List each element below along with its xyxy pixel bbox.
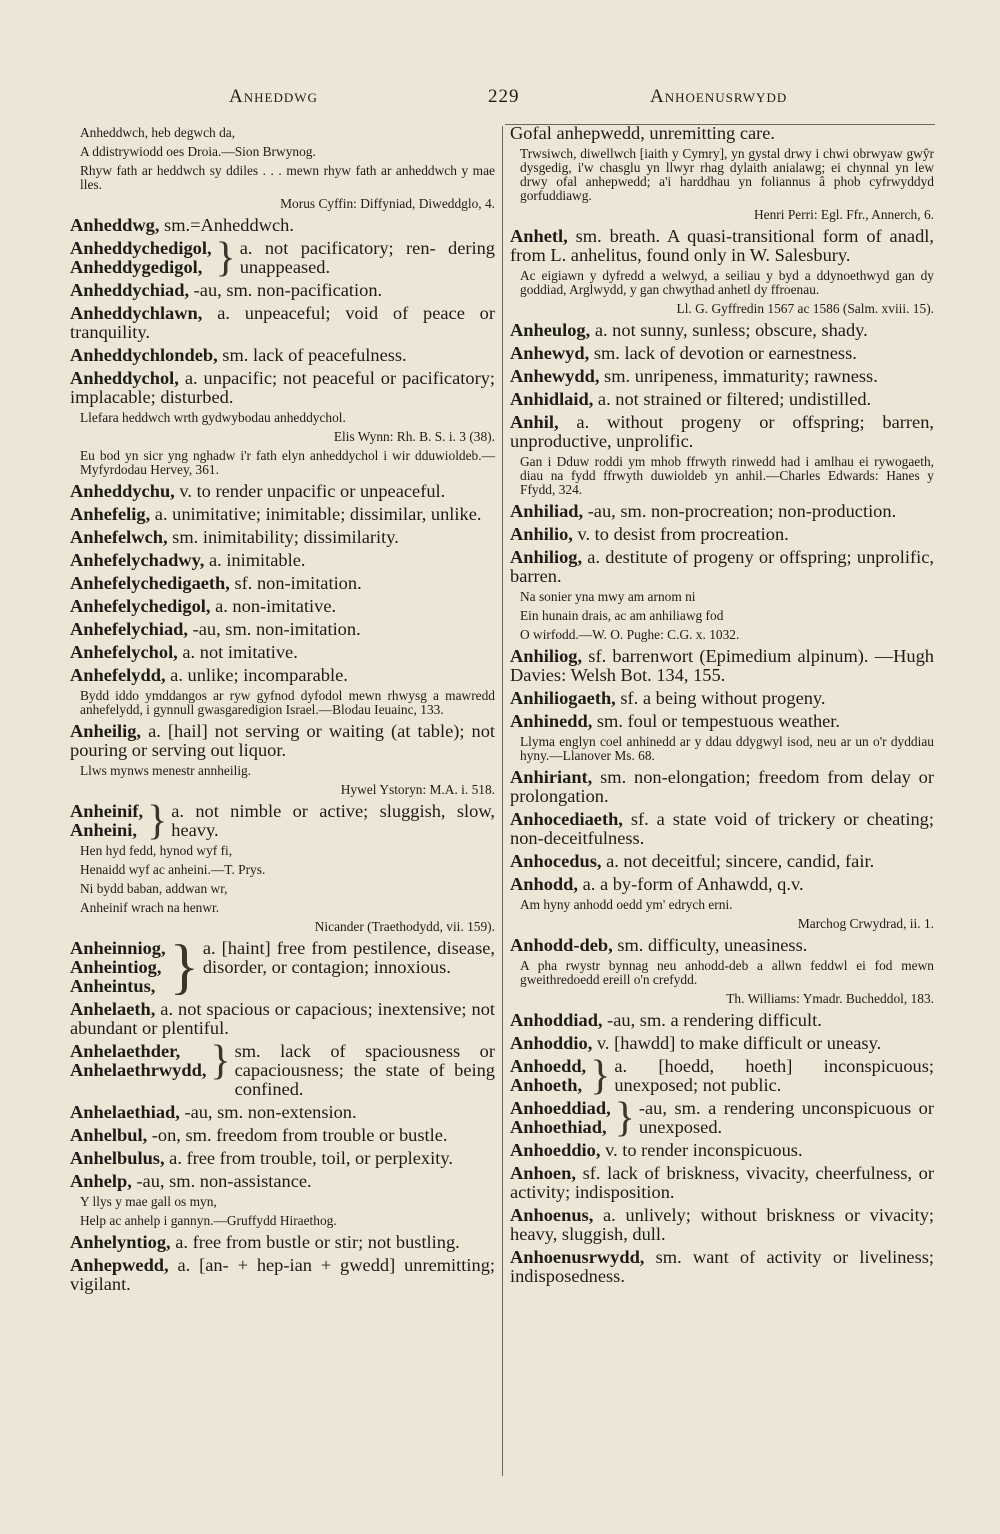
dictionary-entry xyxy=(510,1011,934,1030)
dictionary-entry xyxy=(510,647,934,685)
headword: Anheini, xyxy=(70,820,137,840)
dictionary-entry xyxy=(510,321,934,340)
headword: Anheddychiad, xyxy=(70,280,194,300)
headword: Anhelaeth, xyxy=(70,999,161,1019)
dictionary-entry xyxy=(510,367,934,386)
headword: Anhetl, xyxy=(510,226,576,246)
definition: a. not spacious or capacious; inextensive; not abundant or plentiful. xyxy=(70,999,495,1038)
headword: Anhewydd, xyxy=(510,366,605,386)
quotation: Anheinif wrach na henwr. xyxy=(80,900,220,915)
dictionary-entry xyxy=(510,227,934,265)
headword: Anhiliog, xyxy=(510,547,588,567)
dictionary-entry xyxy=(510,1248,934,1286)
headword: Anhoeddiad, xyxy=(510,1098,611,1118)
citation-source: Hywel Ystoryn: M.A. i. 518. xyxy=(340,782,495,797)
dictionary-entry xyxy=(510,768,934,806)
left-column xyxy=(70,124,495,1298)
dictionary-entry xyxy=(510,1034,934,1053)
dictionary-entry xyxy=(70,551,495,570)
brace-glyph: } xyxy=(147,798,168,844)
headword: Anheinif, xyxy=(70,801,144,821)
headword: Anhefelwch, xyxy=(70,527,173,547)
headword: Anhodd-deb, xyxy=(510,935,618,955)
headword: Anheddychu, xyxy=(70,481,180,501)
dictionary-entry xyxy=(70,1233,495,1252)
definition: a. [an- + hep-ian + gwedd] unremitting; vigilant. xyxy=(70,1255,495,1294)
definition: v. to desist from procreation. xyxy=(577,524,789,544)
dictionary-entry xyxy=(70,1172,495,1191)
headword: Anhelp, xyxy=(70,1171,137,1191)
headword: Anhil, xyxy=(510,412,577,432)
dictionary-entry xyxy=(70,482,495,501)
definition: -au, sm. a rendering difficult. xyxy=(607,1010,822,1030)
definition: a. not nimble or active; sluggish, slow, heavy. xyxy=(171,801,495,840)
dictionary-entry xyxy=(70,1103,495,1122)
headword: Anhoeddio, xyxy=(510,1140,606,1160)
headword: Anhoen, xyxy=(510,1163,583,1183)
headword: Anhocedus, xyxy=(510,851,607,871)
quotation: Llyma englyn coel anhinedd ar y ddau ddygwyl isod, neu ar un o'r dyddiau hyny.—Llanover Ms. 68. xyxy=(520,734,934,763)
quotation: Llws mynws menestr annheilig. xyxy=(80,763,252,778)
headword: Anhefelychiad, xyxy=(70,619,193,639)
headword: Anhefelydd, xyxy=(70,665,171,685)
headword: Anhoeth, xyxy=(510,1075,583,1095)
dictionary-entry xyxy=(510,936,934,955)
headword: Anheddychlondeb, xyxy=(70,345,223,365)
headword: Anhoethiad, xyxy=(510,1117,607,1137)
brace-glyph: } xyxy=(169,934,199,1001)
definition: -au, sm. non-procreation; non-production. xyxy=(587,501,897,521)
definition: sm. lack of devotion or earnestness. xyxy=(593,343,857,363)
definition: sf. non-imitation. xyxy=(234,573,362,593)
headword: Anheulog, xyxy=(510,320,595,340)
column-divider xyxy=(502,126,503,1476)
headword: Anhefelychol, xyxy=(70,642,183,662)
dictionary-entry xyxy=(510,390,934,409)
dictionary-entry xyxy=(70,505,495,524)
quotation: Ein hunain drais, ac am anhiliawg fod xyxy=(520,608,724,623)
quotation: Trwsiwch, diwellwch [iaith y Cymry], yn gystal drwy i chwi obrwyaw gwŷr dysgedig, i'w chasglu yn llwyr rhag dylaith anialawg; ei chynnal yn lew drwy ofal anhepwedd; a'i harddhau yn foliannus â phob cyfrwyddyd gorfuddiawg. xyxy=(520,146,934,203)
definition: sm. difficulty, uneasiness. xyxy=(617,935,808,955)
headword: Anheddwg, xyxy=(70,215,165,235)
dictionary-entry xyxy=(70,346,495,365)
headword: Anhepwedd, xyxy=(70,1255,178,1275)
quotation: Ac eigiawn y dyfredd a welwyd, a seiliau y byd a ddynoethwyd gan dy goddiad, Arglwydd, y gan chwythad anhetl dy ffroenau. xyxy=(520,268,934,297)
grouped-entry xyxy=(510,1053,934,1099)
definition: sm. breath. A quasi-transitional form of anadl, from L. anhelitus, found only in W. Salesbury. xyxy=(510,226,934,265)
quotation: Llefara heddwch wrth gydwybodau anheddychol. xyxy=(80,410,346,425)
definition: a. without progeny or offspring; barren, unproductive, unprolific. xyxy=(510,412,934,451)
brace-glyph: } xyxy=(590,1053,611,1099)
definition: sm.=Anheddwch. xyxy=(164,215,294,235)
headword: Anhelaethrwydd, xyxy=(70,1060,207,1080)
headword: Anhelaethiad, xyxy=(70,1102,185,1122)
citation-source: Ll. G. Gyffredin 1567 ac 1586 (Salm. xviii. 15). xyxy=(676,301,934,316)
headword: Anhelyntiog, xyxy=(70,1232,176,1252)
definition: v. [hawdd] to make difficult or uneasy. xyxy=(596,1033,882,1053)
definition: a. not sunny, sunless; obscure, shady. xyxy=(594,320,868,340)
headword: Anheddygedigol, xyxy=(70,257,203,277)
citation-source: Nicander (Traethodydd, vii. 159). xyxy=(314,919,495,934)
headword: Anhoedd, xyxy=(510,1056,587,1076)
headword: Anhelbulus, xyxy=(70,1148,170,1168)
headword: Anhoddiad, xyxy=(510,1010,608,1030)
quotation: Help ac anhelp i gannyn.—Gruffydd Hiraethog. xyxy=(80,1213,337,1228)
header-left-guideword: Anheddwg xyxy=(229,86,318,107)
quotation: Rhyw fath ar heddwch sy ddiles . . . mewn rhyw fath ar anheddwch y mae lles. xyxy=(80,163,495,192)
dictionary-entry xyxy=(70,1126,495,1145)
definition: sf. lack of briskness, vivacity, cheerfulness, or activity; indisposition. xyxy=(510,1163,934,1202)
headword: Anhefelychedigol, xyxy=(70,596,216,616)
dictionary-entry xyxy=(510,852,934,871)
definition: a. not deceitful; sincere, candid, fair. xyxy=(606,851,875,871)
dictionary-entry xyxy=(510,1141,934,1160)
headword: Anheilig, xyxy=(70,721,149,741)
quotation: Eu bod yn sicr yng nghadw i'r fath elyn anheddychol i wir dduwioldeb.—Myfyrdodau Hervey, 361. xyxy=(80,448,495,477)
dictionary-entry xyxy=(70,574,495,593)
quotation: Anheddwch, heb degwch da, xyxy=(80,125,236,140)
headword: Anhewyd, xyxy=(510,343,594,363)
headword: Anhoddio, xyxy=(510,1033,597,1053)
brace-glyph: } xyxy=(210,1038,231,1084)
definition: sm. foul or tempestuous weather. xyxy=(596,711,841,731)
headword: Anheinniog, xyxy=(70,938,166,958)
running-header xyxy=(0,86,1000,116)
dictionary-entry xyxy=(70,1256,495,1294)
citation-source: Th. Williams: Ymadr. Bucheddol, 183. xyxy=(726,991,934,1006)
dictionary-entry xyxy=(510,413,934,451)
headword-group xyxy=(510,1057,586,1095)
headword: Anhoenusrwydd, xyxy=(510,1247,656,1267)
dictionary-entry xyxy=(510,875,934,894)
definition: v. to render unpacific or unpeaceful. xyxy=(179,481,446,501)
definition: Gofal anhepwedd, unremitting care. xyxy=(510,123,776,143)
dictionary-entry xyxy=(70,666,495,685)
headword-group xyxy=(70,239,212,277)
quotation: Na sonier yna mwy am arnom ni xyxy=(520,589,696,604)
headword: Anhocediaeth, xyxy=(510,809,631,829)
headword: Anhefelychadwy, xyxy=(70,550,209,570)
citation-source: Elis Wynn: Rh. B. S. i. 3 (38). xyxy=(333,429,495,444)
headword: Anhodd, xyxy=(510,874,583,894)
headword-group xyxy=(510,1099,611,1137)
dictionary-entry xyxy=(70,643,495,662)
dictionary-entry xyxy=(510,712,934,731)
header-right-guideword: Anhoenusrwydd xyxy=(650,86,788,107)
definition: -au, sm. a rendering unconspicuous or unexposed. xyxy=(638,1098,934,1137)
headword: Anhilio, xyxy=(510,524,578,544)
page-number: 229 xyxy=(488,86,520,107)
brace-glyph: } xyxy=(614,1095,635,1141)
definition: -au, sm. non-extension. xyxy=(184,1102,357,1122)
dictionary-entry xyxy=(70,281,495,300)
headword: Anhoenus, xyxy=(510,1205,604,1225)
headword: Anhefelychedigaeth, xyxy=(70,573,235,593)
brace-glyph: } xyxy=(215,235,236,281)
definition: sm. lack of spaciousness or capaciousness; the state of being confined. xyxy=(234,1041,495,1099)
dictionary-entry xyxy=(510,548,934,586)
definition: sf. a state void of trickery or cheating; non-deceitfulness. xyxy=(510,809,934,848)
headword: Anheddychlawn, xyxy=(70,303,218,323)
grouped-entry xyxy=(70,235,495,281)
definition: v. to render inconspicuous. xyxy=(605,1140,803,1160)
definition: sm. inimitability; dissimilarity. xyxy=(172,527,399,547)
quotation: Hen hyd fedd, hynod wyf fi, xyxy=(80,843,233,858)
definition: a. [haint] free from pestilence, disease, disorder, or contagion; innoxious. xyxy=(202,938,495,977)
definition: sm. unripeness, immaturity; rawness. xyxy=(604,366,878,386)
quotation: Gan i Dduw roddi ym mhob ffrwyth rinwedd had i amlhau ei rywogaeth, diau na fydd ffrwyth duwioldeb yn anhil.—Charles Edwards: Hanes y Ffydd, 324. xyxy=(520,454,934,497)
dictionary-entry xyxy=(510,689,934,708)
citation-source: Morus Cyffin: Diffyniad, Diweddglo, 4. xyxy=(280,196,495,211)
headword: Anhidlaid, xyxy=(510,389,598,409)
quotation: Ni bydd baban, addwan wr, xyxy=(80,881,228,896)
definition: a. unlively; without briskness or vivacity; heavy, sluggish, dull. xyxy=(510,1205,934,1244)
dictionary-entry xyxy=(510,502,934,521)
dictionary-entry xyxy=(70,369,495,407)
definition: -au, sm. non-assistance. xyxy=(136,1171,312,1191)
definition: -au, sm. non-imitation. xyxy=(192,619,361,639)
quotation: O wirfodd.—W. O. Pughe: C.G. x. 1032. xyxy=(520,627,740,642)
headword: Anheddychedigol, xyxy=(70,238,212,258)
headword: Anheintus, xyxy=(70,976,156,996)
definition: sf. barrenwort (Epimedium alpinum). —Hugh Davies: Welsh Bot. 134, 155. xyxy=(510,646,934,685)
quotation: Y llys y mae gall os myn, xyxy=(80,1194,217,1209)
right-column xyxy=(510,124,934,1290)
dictionary-entry xyxy=(510,1206,934,1244)
quotation: Bydd iddo ymddangos ar ryw gyfnod dyfodol mewn rhwysg a mawredd anhefelydd, i gynnull gwasgaredigion Israel.—Blodau Ieuainc, 133. xyxy=(80,688,495,717)
headword: Anheintiog, xyxy=(70,957,162,977)
definition: a. unimitative; inimitable; dissimilar, unlike. xyxy=(154,504,482,524)
definition: sm. non-elongation; freedom from delay or prolongation. xyxy=(510,767,934,806)
definition: -on, sm. freedom from trouble or bustle. xyxy=(151,1125,448,1145)
definition: sm. want of activity or liveliness; indisposedness. xyxy=(510,1247,934,1286)
headword: Anhefelig, xyxy=(70,504,155,524)
headword-group xyxy=(70,1042,206,1099)
dictionary-entry xyxy=(510,344,934,363)
definition: a. [hoedd, hoeth] inconspicuous; unexposed; not public. xyxy=(614,1056,934,1095)
definition: a. unpacific; not peaceful or pacificatory; implacable; disturbed. xyxy=(70,368,495,407)
definition: a. unlike; incomparable. xyxy=(170,665,348,685)
definition: a. non-imitative. xyxy=(215,596,337,616)
headword: Anheddychol, xyxy=(70,368,185,388)
headword-group xyxy=(70,939,166,996)
grouped-entry xyxy=(70,934,495,1001)
dictionary-entry xyxy=(70,304,495,342)
dictionary-entry xyxy=(510,1164,934,1202)
headword: Anhelbul, xyxy=(70,1125,152,1145)
citation-source: Marchog Crwydrad, ii. 1. xyxy=(797,916,934,931)
dictionary-entry xyxy=(510,124,934,143)
definition: a. destitute of progeny or offspring; unprolific, barren. xyxy=(510,547,934,586)
definition: a. unpeaceful; void of peace or tranquility. xyxy=(70,303,495,342)
headword: Anhiliog, xyxy=(510,646,589,666)
dictionary-entry xyxy=(70,528,495,547)
grouped-entry xyxy=(510,1095,934,1141)
headword: Anhiriant, xyxy=(510,767,601,787)
grouped-entry xyxy=(70,798,495,844)
dictionary-entry xyxy=(70,597,495,616)
definition: a. not imitative. xyxy=(182,642,298,662)
headword: Anhinedd, xyxy=(510,711,597,731)
definition: a. not pacificatory; ren- dering unappeased. xyxy=(239,238,495,277)
dictionary-entry xyxy=(70,1149,495,1168)
headword-group xyxy=(70,802,143,840)
definition: a. inimitable. xyxy=(208,550,306,570)
dictionary-entry xyxy=(70,1000,495,1038)
grouped-entry xyxy=(70,1038,495,1099)
headword: Anhiliad, xyxy=(510,501,588,521)
headword: Anhelaethder, xyxy=(70,1041,181,1061)
definition: a. not strained or filtered; undistilled. xyxy=(597,389,872,409)
quotation: A pha rwystr bynnag neu anhodd-deb a allwn feddwl ei fod mewn gweithredoedd ereill o'n crefydd. xyxy=(520,958,934,987)
dictionary-entry xyxy=(510,810,934,848)
headword: Anhiliogaeth, xyxy=(510,688,621,708)
quotation: Henaidd wyf ac anheini.—T. Prys. xyxy=(80,862,266,877)
dictionary-entry xyxy=(70,216,495,235)
definition: sf. a being without progeny. xyxy=(620,688,826,708)
definition: -au, sm. non-pacification. xyxy=(193,280,383,300)
definition: a. free from bustle or stir; not bustling. xyxy=(175,1232,460,1252)
dictionary-entry xyxy=(70,620,495,639)
definition: sm. lack of peacefulness. xyxy=(222,345,407,365)
definition: a. free from trouble, toil, or perplexity. xyxy=(169,1148,453,1168)
quotation: Am hyny anhodd oedd ym' edrych erni. xyxy=(520,897,733,912)
dictionary-entry xyxy=(510,525,934,544)
quotation: A ddistrywiodd oes Droia.—Sion Brwynog. xyxy=(80,144,316,159)
definition: a. [hail] not serving or waiting (at table); not pouring or serving out liquor. xyxy=(70,721,496,760)
definition: a. a by-form of Anhawdd, q.v. xyxy=(582,874,804,894)
dictionary-entry xyxy=(70,722,495,760)
citation-source: Henri Perri: Egl. Ffr., Annerch, 6. xyxy=(754,207,934,222)
